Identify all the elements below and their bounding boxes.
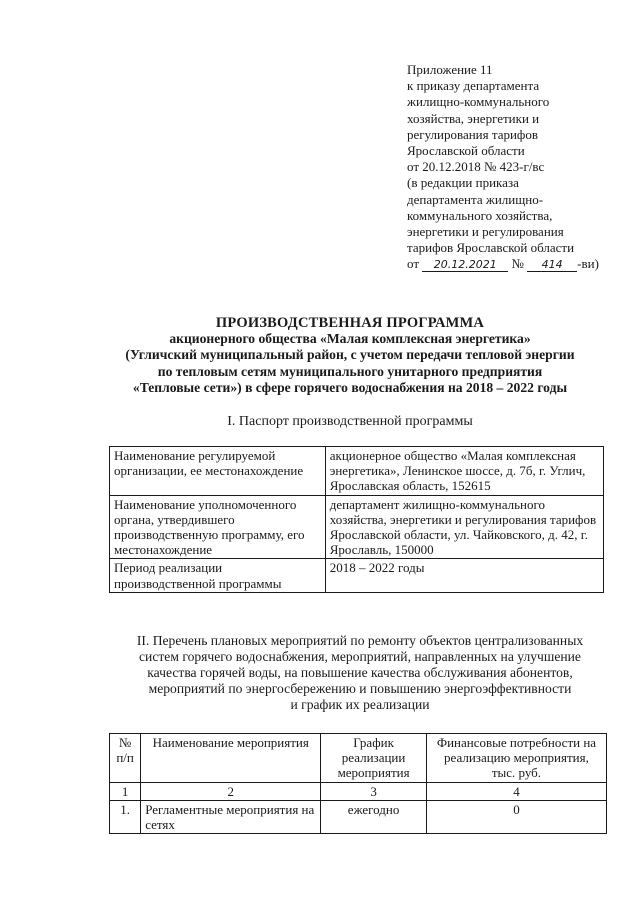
handwritten-number: 414 [527,258,577,272]
section-1-heading: I. Паспорт производственной программы [227,414,473,429]
appendix-block [407,62,622,273]
table-row [110,447,604,496]
table-row [110,559,604,592]
table-cell-value: департамент жилищно-коммунального хозяйства, энергетики и регулирования тарифов Ярославской области, ул. Чайковского, д. 42, г. Ярославль, 150000 [325,495,603,559]
program-title-line: акционерного общества «Малая комплексная энергетика» [169,331,531,347]
measure-schedule: ежегодно [321,800,427,833]
appendix-last-prefix: от [407,256,420,272]
section-2-heading [100,633,620,713]
section-2-heading-line: II. Перечень плановых мероприятий по ремонту объектов централизованных [136,633,584,648]
appendix-line: к приказу департамента [407,78,540,94]
section-2-heading-line: систем горячего водоснабжения, мероприятий, направленных на улучшение [139,649,581,664]
section-2-heading-line: мероприятий по энергосбережению и повышению энергоэффективности [148,681,572,696]
appendix-line: энергетики и регулирования [407,224,564,240]
column-header: График реализации мероприятия [321,734,427,783]
column-number: 1 [110,782,141,800]
column-number: 2 [141,782,321,800]
appendix-line: Приложение 11 [407,62,493,77]
column-number: 3 [321,782,427,800]
section-2-heading-line: качества горячей воды, на повышение качества обслуживания абонентов, [147,665,573,680]
appendix-last-suffix: -ви) [577,256,599,272]
program-title-main: ПРОИЗВОДСТВЕННАЯ ПРОГРАММА [215,315,485,331]
row-number: 1. [110,800,141,833]
section-2-heading-line: и график их реализации [290,697,430,712]
table-row [110,800,607,833]
table-header-row [110,734,607,783]
table-row [110,495,604,559]
column-header: Наименование мероприятия [141,734,321,783]
appendix-last-line [407,256,622,272]
appendix-line: хозяйства, энергетики и [407,110,540,126]
table-cell-label: Наименование регулируемой организации, ее местонахождение [110,447,326,496]
appendix-line: регулирования тарифов [407,126,538,142]
appendix-line: жилищно-коммунального [407,94,550,110]
appendix-line: департамента жилищно- [407,191,544,207]
table-cell-label: Период реализации производственной программы [110,559,326,592]
appendix-line: от 20.12.2018 № 423-г/вс [407,159,545,175]
measure-name: Регламентные мероприятия на сетях [141,800,321,833]
handwritten-date: 20.12.2021 [422,258,508,272]
passport-table [109,446,604,593]
program-title-line: «Тепловые сети») в сфере горячего водоснабжения на 2018 – 2022 годы [132,379,568,395]
column-number: 4 [426,782,606,800]
program-title-line: (Угличский муниципальный район, с учетом передачи тепловой энергии [125,347,575,363]
column-header: Финансовые потребности на реализацию мероприятия, тыс. руб. [426,734,606,783]
appendix-line: Ярославской области [407,143,525,159]
column-number-row [110,782,607,800]
appendix-line: тарифов Ярославской области [407,240,575,256]
program-title [60,315,640,396]
appendix-line: (в редакции приказа [407,175,519,191]
appendix-line: коммунального хозяйства, [407,207,553,223]
program-title-line: по тепловым сетям муниципального унитарного предприятия [157,363,543,379]
table-cell-label: Наименование уполномоченного органа, утвердившего производственную программу, его местонахождение [110,495,326,559]
measures-table [109,733,607,834]
table-cell-value: акционерное общество «Малая комплексная энергетика», Ленинское шоссе, д. 7б, г. Углич, Ярославская область, 152615 [325,447,603,496]
measure-cost: 0 [426,800,606,833]
table-cell-value: 2018 – 2022 годы [325,559,603,592]
appendix-number-sign: № [511,256,524,272]
column-header: № п/п [110,734,141,783]
